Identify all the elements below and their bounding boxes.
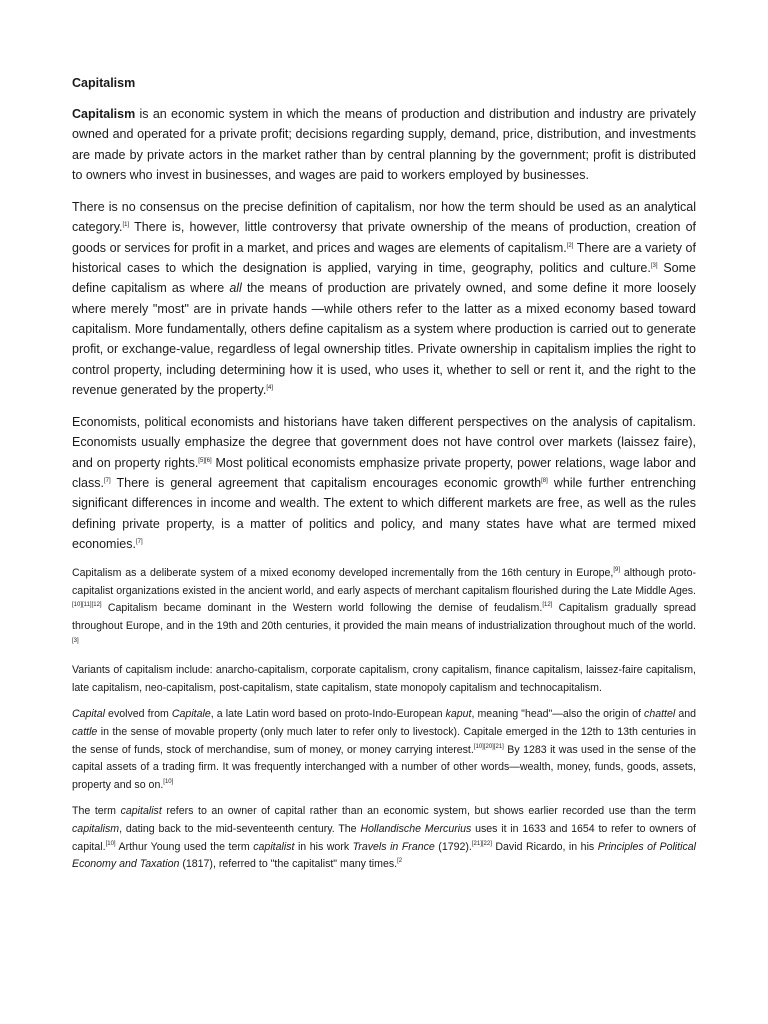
citation-ref: [3] xyxy=(650,263,658,270)
text-run: There are a variety of historical cases to which the designation is applied, varying in time, geography, politics and culture. xyxy=(72,240,696,276)
text-run: Arthur Young used the term xyxy=(115,840,254,853)
text-run: Capitalism as a deliberate system of a mixed economy developed incrementally from the 16th century in Europe, xyxy=(72,567,614,580)
text-run: There is, however, little controversy that private ownership of the means of production, creation of goods or services for profit in a market, and prices and wages are elements of capitalism. xyxy=(72,220,696,255)
italic-term: capitalist xyxy=(253,840,295,853)
citation-ref: [1] xyxy=(122,222,130,229)
text-run: Capitalism gradually spread throughout Europe, and in the 19th and 20th centuries, it provided the main means of industrialization throughout much of the world. xyxy=(72,602,696,633)
text-run: refers to an owner of capital rather than an economic system, but shows earlier recorded use than the term xyxy=(161,805,696,818)
citation-ref: [10][11][12] xyxy=(72,602,102,609)
text-run: Most political economists emphasize private property, power relations, wage labor and class. xyxy=(72,455,696,491)
citation-ref: [5][6] xyxy=(198,457,212,464)
italic-term: cattle xyxy=(72,725,98,738)
text-run: Some define capitalism as where xyxy=(72,261,696,296)
text-run: , meaning "head"—also the origin of xyxy=(471,708,645,721)
text-run: the means of production are privately owned, and some define it more loosely where merely "most" are in private hands —while others refer to the latter as a mixed economy based toward capitalism. More fundamentally, others define capitalism as a system where production is carried out to generate profit, or exchange-value, regardless of legal ownership titles. Private ownership in capitalism implies the right to control property, including determining how it is used, who uses it, whether to sell or rent it, and the right to the revenue generated by the property. xyxy=(72,281,696,397)
citation-ref: [3] xyxy=(72,637,79,644)
text-run: By 1283 it was used in the sense of the capital assets of a trading firm. It was frequently interchanged with a number of other words—wealth, money, funds, goods, assets, property and so on. xyxy=(72,743,696,791)
bold-term: Capitalism xyxy=(72,107,136,121)
document-title: Capitalism xyxy=(72,76,136,90)
text-run: , dating back to the mid-seventeenth century. The xyxy=(119,822,361,835)
paragraph xyxy=(72,565,696,653)
text-run: (1792). xyxy=(434,840,472,853)
citation-ref: [7] xyxy=(103,478,111,485)
italic-term: Capital xyxy=(72,708,105,721)
italic-term: Principles of Political Economy and Taxation xyxy=(72,840,697,871)
text-run: David Ricardo, in his xyxy=(491,840,598,853)
text-run: is an economic system in which the means of production and distribution and industry are privately owned and operated for a private profit; decisions regarding supply, demand, price, distribution, and investments are made by private actors in the market rather than by central planning by the government; profit is distributed to owners who invest in businesses, and wages are paid to workers employed by businesses. xyxy=(72,107,696,182)
text-run: although proto-capitalist organizations existed in the ancient world, and early aspects of merchant capitalism flourished during the Late Middle Ages. xyxy=(72,567,696,597)
citation-ref: [7] xyxy=(135,538,143,545)
citation-ref: [10] xyxy=(105,840,116,847)
text-run: , a late Latin word based on proto-Indo-European xyxy=(210,708,446,721)
italic-term: kaput xyxy=(445,708,472,721)
citation-ref: [4] xyxy=(266,384,274,391)
text-run: Economists, political economists and historians have taken different perspectives on the analysis of capitalism. Economists usually emphasize the degree that government does not have control over markets (laissez faire), and on property rights. xyxy=(72,415,696,470)
document-page xyxy=(72,74,696,883)
text-run: uses it in 1633 and 1654 to refer to owners of capital. xyxy=(72,822,697,853)
text-run: Capitalism became dominant in the Western world following the demise of feudalism. xyxy=(101,602,543,615)
italic-term: Travels in France xyxy=(352,840,435,853)
text-run: (1817), referred to "the capitalist" many times. xyxy=(179,858,398,871)
citation-ref: [2 xyxy=(397,858,403,865)
paragraph xyxy=(72,706,696,794)
citation-ref: [10][20][21] xyxy=(473,743,504,750)
citation-ref: [9] xyxy=(613,567,621,574)
text-run: The term xyxy=(72,805,121,818)
document-body xyxy=(72,104,696,874)
text-run: evolved from xyxy=(104,708,172,721)
citation-ref: [10] xyxy=(163,778,174,785)
text-run: There is general agreement that capitalism encourages economic growth xyxy=(110,476,542,491)
italic-term: Hollandische Mercurius xyxy=(360,822,472,835)
citation-ref: [12] xyxy=(542,602,553,609)
text-run: while further entrenching significant differences in income and wealth. The extent to which different markets are free, as well as the rules defining private property, is a matter of politics and policy, and many states have what are termed mixed economies. xyxy=(72,476,697,551)
text-run: There is no consensus on the precise definition of capitalism, nor how the term should be used as an analytical category. xyxy=(72,200,696,235)
citation-ref: [21][22] xyxy=(471,840,492,847)
text-run: and xyxy=(675,708,696,721)
paragraph xyxy=(72,662,696,697)
paragraph xyxy=(72,803,696,873)
italic-term: chattel xyxy=(644,708,676,721)
italic-term: all xyxy=(229,281,242,296)
citation-ref: [8] xyxy=(541,478,548,485)
text-run: Variants of capitalism include: anarcho-capitalism, corporate capitalism, crony capitalism, finance capitalism, laissez-faire capitalism, late capitalism, neo-capitalism, post-capitalism, state capitalism, state monopoly capitalism and technocapitalism. xyxy=(72,664,696,694)
paragraph xyxy=(72,412,696,554)
italic-term: capitalism xyxy=(72,822,120,835)
citation-ref: [2] xyxy=(566,242,574,249)
italic-term: Capitale xyxy=(171,708,211,721)
paragraph xyxy=(72,104,696,185)
text-run: in his work xyxy=(294,840,353,853)
paragraph xyxy=(72,197,696,400)
text-run: in the sense of movable property (only much later to refer only to livestock). Capitale emerged in the 12th to 13th centuries in the sense of funds, stock of merchandise, sum of money, or money carrying interest. xyxy=(72,725,696,756)
italic-term: capitalist xyxy=(120,805,162,818)
